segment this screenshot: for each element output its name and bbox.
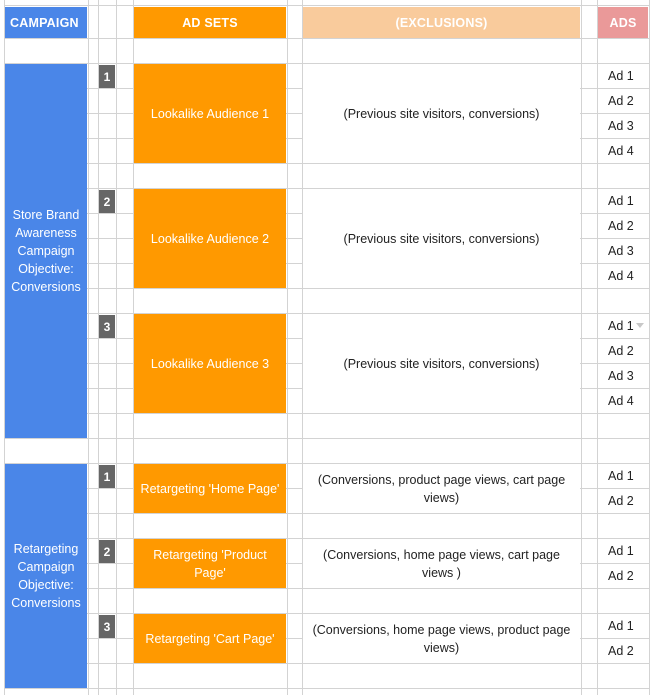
- gridline-col-1: [88, 0, 89, 695]
- campaign-name-line: Conversions: [11, 596, 81, 610]
- ad-set-name[interactable]: Lookalike Audience 2: [134, 189, 286, 288]
- gridline-row-22: [4, 588, 650, 589]
- ad-cell[interactable]: Ad 2: [598, 89, 648, 113]
- ad-set-exclusions[interactable]: (Conversions, product page views, cart page views): [303, 464, 580, 513]
- gridline-col-3: [116, 0, 117, 695]
- ad-cell[interactable]: Ad 3: [598, 114, 648, 138]
- ad-cell[interactable]: Ad 2: [598, 214, 648, 238]
- gridline-col-9: [649, 0, 650, 695]
- ad-set-number-badge: 2: [99, 540, 115, 563]
- campaign-name-line: Conversions: [11, 280, 81, 294]
- campaign-name[interactable]: [5, 464, 87, 688]
- gridline-row-5: [4, 163, 650, 164]
- ad-cell[interactable]: Ad 2: [598, 489, 648, 513]
- ad-cell[interactable]: Ad 1: [598, 189, 648, 213]
- ad-cell[interactable]: Ad 1: [598, 539, 648, 563]
- campaign-name-lines: [11, 206, 80, 296]
- ad-set-name[interactable]: Lookalike Audience 3: [134, 314, 286, 413]
- campaign-name-lines: [11, 540, 80, 612]
- ad-set-exclusions[interactable]: (Conversions, home page views, cart page views ): [303, 539, 580, 588]
- ad-set-number-badge: 3: [99, 615, 115, 638]
- ad-set-exclusions[interactable]: (Conversions, home page views, product page views): [303, 614, 580, 663]
- header-ad-sets[interactable]: AD SETS: [134, 7, 286, 38]
- ad-set-exclusions[interactable]: (Previous site visitors, conversions): [303, 189, 580, 288]
- campaign-name-line: Awareness: [15, 226, 77, 240]
- ad-set-number-badge: 1: [99, 65, 115, 88]
- campaign-name-line: Campaign: [17, 244, 75, 258]
- header-ads[interactable]: ADS: [598, 7, 648, 38]
- ad-set-exclusions[interactable]: (Previous site visitors, conversions): [303, 64, 580, 163]
- ad-cell[interactable]: Ad 1: [598, 614, 648, 638]
- ad-cell[interactable]: Ad 3: [598, 239, 648, 263]
- ad-cell[interactable]: Ad 1: [598, 464, 648, 488]
- ad-cell[interactable]: Ad 1: [598, 314, 648, 338]
- gridline-col-2: [98, 0, 99, 695]
- ad-cell[interactable]: Ad 1: [598, 64, 648, 88]
- ad-set-name[interactable]: Retargeting 'Product Page': [134, 539, 286, 588]
- ad-set-number-badge: 1: [99, 465, 115, 488]
- ad-set-exclusions[interactable]: (Previous site visitors, conversions): [303, 314, 580, 413]
- gridline-row-19: [4, 513, 650, 514]
- gridline-row-26: [4, 688, 650, 689]
- ad-cell[interactable]: Ad 2: [598, 564, 648, 588]
- header-exclusions[interactable]: (EXCLUSIONS): [303, 7, 580, 38]
- campaign-name-line: Retargeting: [13, 542, 79, 556]
- gridline-row-15: [4, 413, 650, 414]
- ad-cell[interactable]: Ad 4: [598, 389, 648, 413]
- campaign-name-line: Objective:: [18, 578, 74, 592]
- gridline-row-0: [4, 38, 650, 39]
- gridline-row-25: [4, 663, 650, 664]
- gridline-col-5: [287, 0, 288, 695]
- ad-set-number-badge: 2: [99, 190, 115, 213]
- ad-set-name[interactable]: Retargeting 'Cart Page': [134, 614, 286, 663]
- gridline-row-top: [4, 5, 650, 6]
- ad-set-name[interactable]: Retargeting 'Home Page': [134, 464, 286, 513]
- ad-set-name[interactable]: Lookalike Audience 1: [134, 64, 286, 163]
- ad-cell[interactable]: Ad 2: [598, 339, 648, 363]
- campaign-name-line: Campaign: [17, 560, 75, 574]
- ad-set-number-badge: 3: [99, 315, 115, 338]
- ad-cell[interactable]: Ad 3: [598, 364, 648, 388]
- gridline-row-16: [4, 438, 650, 439]
- ad-cell[interactable]: Ad 2: [598, 639, 648, 663]
- header-campaign[interactable]: CAMPAIGN: [5, 7, 87, 38]
- campaign-name-line: Store Brand: [12, 208, 80, 222]
- gridline-col-7: [581, 0, 582, 695]
- ad-cell[interactable]: Ad 4: [598, 264, 648, 288]
- campaign-name[interactable]: [5, 64, 87, 438]
- dropdown-arrow-icon[interactable]: [636, 323, 644, 328]
- campaign-name-line: Objective:: [18, 262, 74, 276]
- gridline-row-10: [4, 288, 650, 289]
- ad-cell[interactable]: Ad 4: [598, 139, 648, 163]
